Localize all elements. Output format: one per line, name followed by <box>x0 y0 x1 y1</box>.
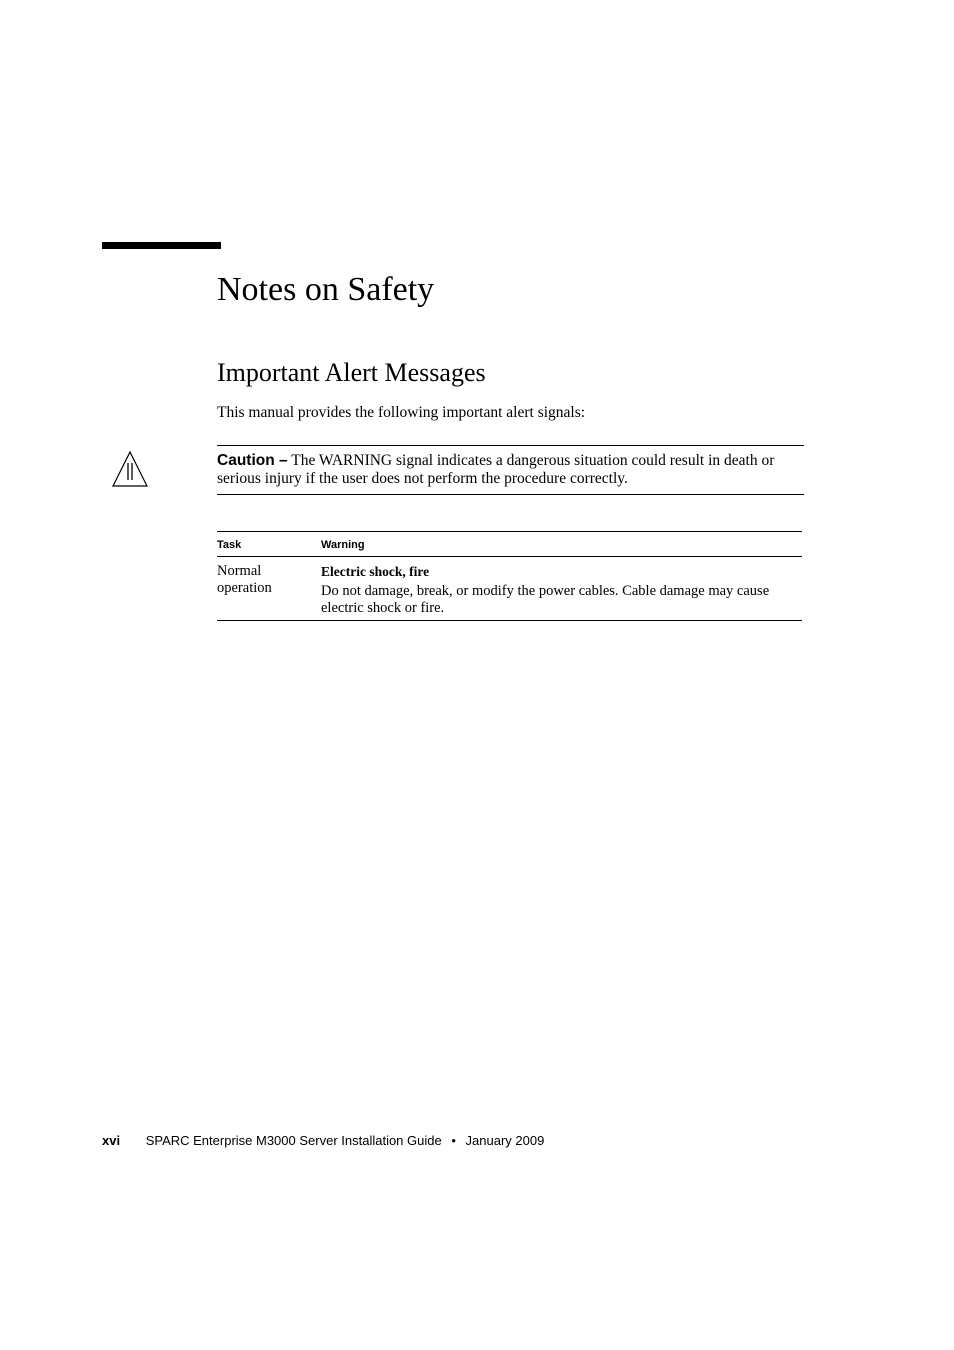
section-title: Important Alert Messages <box>217 358 486 387</box>
warning-cell <box>321 563 791 617</box>
safety-table <box>217 531 802 621</box>
page-number: xvi <box>102 1133 121 1148</box>
caution-text: The WARNING signal indicates a dangerous situation could result in death or serious injury if the user does not perform the procedure correctly. <box>217 452 775 487</box>
publication-date: January 2009 <box>465 1133 545 1148</box>
page-footer <box>102 1133 544 1149</box>
warning-title: Electric shock, fire <box>321 564 430 579</box>
book-title: SPARC Enterprise M3000 Server Installation Guide <box>145 1133 442 1148</box>
caution-box <box>217 445 804 495</box>
caution-label: Caution – <box>217 452 288 469</box>
page-title: Notes on Safety <box>217 271 435 308</box>
footer-bullet: • <box>451 1133 456 1148</box>
chapter-rule <box>102 242 221 249</box>
caution-paragraph <box>217 452 804 488</box>
table-header-row <box>217 532 802 557</box>
header-task: Task <box>217 539 242 551</box>
intro-paragraph: This manual provides the following important alert signals: <box>217 404 586 421</box>
warning-triangle-icon <box>111 450 149 488</box>
task-cell: Normal operation <box>217 563 272 596</box>
header-warning: Warning <box>321 539 365 551</box>
warning-text: Do not damage, break, or modify the power cables. Cable damage may cause electric shock or fire. <box>321 583 770 616</box>
